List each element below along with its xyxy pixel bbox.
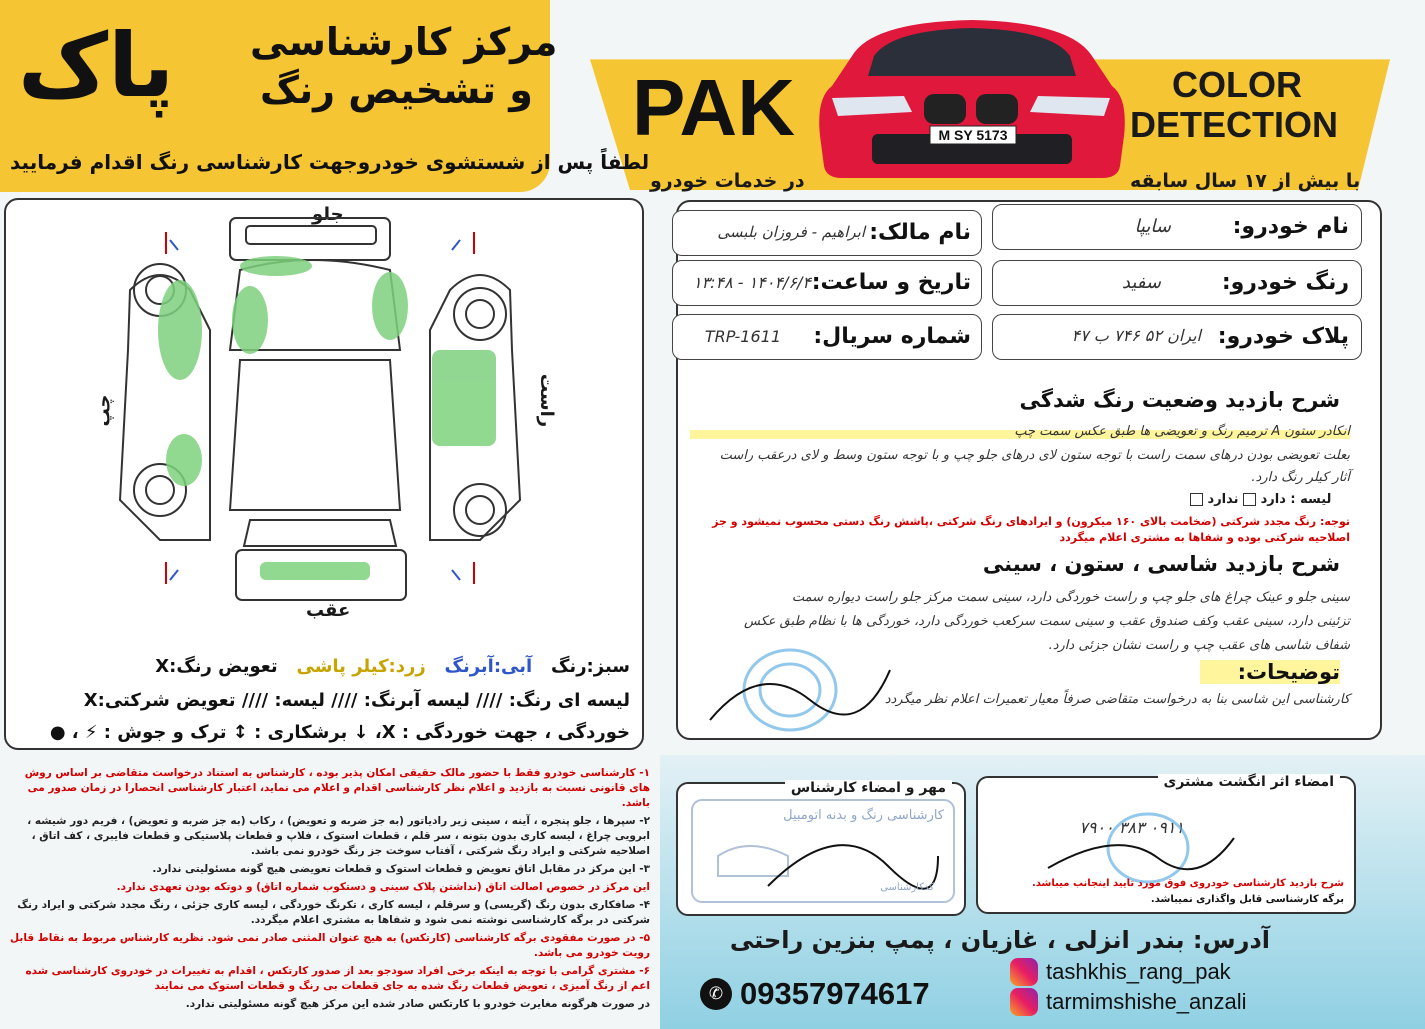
legend-row1 (130, 656, 630, 677)
term-1: ۱- کارشناسی خودرو فقط با حضور مالک حقیقی امکان پذیر بوده ، کارشناس به استناد درخواست متقاضی بر اساس روش های قانونی نسبت به بازدید و اعلام نظر کارشناسی اقدام و اعلام می نماید، اعتبار کارشناسی انحصارا در زمان صدور می باشد. (24, 767, 650, 809)
logo-word: پاک (18, 14, 175, 117)
description-title: توضیحات: (1200, 660, 1340, 684)
chassis-note-line1: سینی جلو و عینک چراغ های جلو چپ و راست خوردگی دارد، سینی سمت مرکز جلو راست دیواره سمت (791, 590, 1350, 605)
phone-icon: ✆ (700, 978, 732, 1010)
customer-note1: شرح بازدید کارشناسی خودروی فوق مورد تایید اینجانب میباشد. (1031, 878, 1344, 889)
term-3b: این مرکز در خصوص اصالت اتاق (نداشتن پلاک سینی و دستکوب شماره اتاق) و دوتکه بودن تعهدی ندارد. (116, 881, 650, 893)
legend-yellow: زرد:کیلر پاشی (296, 656, 426, 677)
services-text: در خدمات خودرو (650, 170, 805, 192)
datetime-value: ۱۴۰۴/۶/۴ - ۱۳:۴۸ (692, 273, 811, 292)
car-outline-diagram (100, 210, 540, 610)
lise-no-checkbox[interactable] (1190, 493, 1203, 506)
plate-value: ایران ۵۲ ۷۴۶ ب ۴۷ (1071, 326, 1201, 345)
instagram-handle-2: tarmimshishe_anzali (1046, 989, 1247, 1014)
wash-notice: لطفاً پس از شستشوی خودروجهت کارشناسی رنگ اقدام فرمایید (10, 150, 650, 174)
car-photo-icon (812, 16, 1130, 182)
car-name-value: سایپا (1134, 216, 1171, 237)
title-line2: و تشخیص رنگ (260, 68, 533, 112)
car-color-field (992, 260, 1362, 306)
paint-section-title: شرح بازدید وضعیت رنگ شدگی (1019, 388, 1340, 412)
diagram-left-label: چپ (93, 394, 115, 427)
car-plate-text: M SY 5173 (938, 127, 1008, 143)
term-7: در صورت هرگونه مغایرت خودرو با کارتکس صادر شده این مرکز هیچ گونه مسئولیتی ندارد. (185, 998, 650, 1010)
address: آدرس: بندر انزلی ، غازیان ، پمپ بنزین راحتی (729, 926, 1270, 954)
description-note: کارشناسی این شاسی بنا به درخواست متقاضی صرفاً معیار تعمیرات اعلام نظر میگردد (884, 692, 1350, 707)
serial-label: شماره سریال: (813, 324, 971, 349)
plate-label: پلاک خودرو: (1217, 324, 1349, 349)
term-4: ۴- صافکاری بدون رنگ (گریسی) و سرقلم ، لیسه کاری ، تکرنگ خوردگی ، لیسه کاری جزئی ، رنگ مجدد شرکتی و ایراد رنگ شرکتی در برگه کارشناسی نوشته نمی شود و شفاها به مشتری اعلام میگردد. (17, 899, 650, 926)
expert-signature-title: مهر و امضاء کارشناس (785, 780, 952, 796)
experience-text: با بیش از ۱۷ سال سابقه (1130, 170, 1361, 192)
paint-note-line1: انکادر ستون A ترمیم رنگ و تعویضی ها طبق عکس سمت چپ (690, 424, 1350, 439)
stamp-sub: کدکارشناسی (880, 882, 934, 893)
phone-number: 09357974617 (740, 976, 930, 1011)
car-color-value: سفید (1121, 272, 1161, 293)
brand-name: PAK (632, 63, 795, 152)
term-2: ۲- سپرها ، جلو پنجره ، آینه ، سینی زیر رادیاتور (به جز ضربه و تعویض) ، رکاب (به جز ضربه و تعویض) ، فریم دور شیشه ، ابرویی چراغ ، لیسه کاری بدون بتونه ، سر قلم ، قطعات استوک ، فلاپ و قطعات پلاستیکی و قطعات فایبری ، کف اتاق ، اصلاحیه شرکتی و ایراد رنگ شرکتی ، آفتاب سوخت جز رنگ خودرو نمی باشد. (27, 815, 650, 857)
legend-green: سبز:رنگ (551, 656, 630, 677)
car-color-label: رنگ خودرو: (1221, 270, 1349, 295)
lise-yes-checkbox[interactable] (1243, 493, 1256, 506)
lise-no-label: ندارد (1207, 492, 1239, 507)
customer-signature-title: امضاء اثر انگشت مشتری (1158, 774, 1341, 790)
customer-phone: ۰۹۱۱ ۳۸۳ ۷۹۰۰ (1079, 818, 1184, 837)
serial-field (672, 314, 982, 360)
phone-row[interactable] (700, 976, 930, 1012)
brand-sub2: DETECTION (1130, 104, 1339, 145)
legend-blue: آبی:آبرنگ (444, 656, 533, 677)
customer-note2: برگه کارشناسی قابل واگذاری نمیباشد. (1150, 894, 1344, 905)
diagram-rear-label: عقب (306, 600, 351, 621)
customer-signature-card (976, 776, 1356, 914)
datetime-field (672, 260, 982, 306)
instagram-handle-1: tashkhis_rang_pak (1046, 959, 1231, 984)
term-3: ۳- این مرکز در مقابل اتاق تعویض و قطعات استوک و قطعات تعویضی هیچ گونه مسئولیتی ندارد. (152, 863, 650, 875)
signature-fingerprint-icon (700, 640, 900, 740)
paint-note-line3: آثار کیلر رنگ دارد. (1251, 470, 1350, 485)
lise-options (1190, 492, 1331, 507)
instagram-2[interactable] (1010, 988, 1247, 1016)
lise-yes-label: لیسه : دارد (1260, 492, 1332, 507)
terms-notes (4, 766, 650, 1024)
owner-value: ابراهیم - فروزان بلبسی (717, 223, 865, 241)
car-name-label: نام خودرو: (1232, 214, 1349, 239)
datetime-label: تاریخ و ساعت: (811, 270, 971, 295)
diagram-right-label: راست (536, 373, 558, 428)
chassis-section-title: شرح بازدید شاسی ، ستون ، سینی (982, 552, 1340, 576)
instagram-1[interactable] (1010, 958, 1231, 986)
title-line1: مرکز کارشناسی (250, 20, 558, 64)
legend-row2: لیسه ای رنگ: //// لیسه آبرنگ: //// لیسه: //// تعویض شرکتی:X (83, 690, 630, 711)
serial-value: TRP-1611 (704, 327, 781, 346)
chassis-note-line2: تزئینی دارد، سینی عقب وکف صندوق عقب و سینی سمت سرکعب خوردگی دارد، خوردگی ها با نظام طبق عکس (744, 614, 1350, 629)
owner-label: نام مالک: (869, 220, 971, 245)
paint-red-note: توجه: رنگ مجدد شرکتی (ضخامت بالای ۱۶۰ میکرون) و ایرادهای رنگ شرکتی ،پاشش رنگ دستی محسوب نمیشود و جز اصلاحیه شرکتی بوده و شفاها به مشتری اعلام میگردد (712, 515, 1350, 544)
term-5: ۵- در صورت مفقودی برگه کارشناسی (کارتکس) به هیچ عنوان المثنی صادر نمی شود. نظریه کارشناس مربوط به نقاط قابل رویت خودرو می باشد. (10, 932, 650, 959)
instagram-icon (1010, 958, 1038, 986)
instagram-icon (1010, 988, 1038, 1016)
plate-field (992, 314, 1362, 360)
term-6: ۶- مشتری گرامی با توجه به اینکه برخی افراد سودجو بعد از صدور کارتکس ، اقدام به تغییرات در خودروی کارشناسی شده اعم از رنگ آمیزی ، تعویض قطعات رنگ شده به جای قطعات بی رنگ و قطعات استوک می نمایند (25, 965, 650, 992)
customer-fingerprint-icon (1038, 798, 1238, 888)
legend-row3: خوردگی ، جهت خوردگی : X، ↓ برشکاری : ↕ ترک و جوش : ⚡ ، ● (49, 722, 630, 743)
chassis-note-line3: شفاف شاسی های عقب چپ و راست نشان جزئی دارد. (1048, 638, 1350, 653)
legend-replace: تعویض رنگ:X (155, 656, 278, 677)
owner-field (672, 210, 982, 256)
expert-signature-card (676, 782, 966, 916)
paint-note-line2: بعلت تعویضی بودن درهای سمت راست با توجه ستون لای درهای جلو چپ و با توجه ستون وسط و لای درعقب راست (719, 448, 1350, 463)
car-name-field (992, 204, 1362, 250)
brand-sub1: COLOR (1172, 64, 1302, 105)
diagram-front-label: جلو (312, 204, 344, 225)
stamp-text: کارشناسی رنگ و بدنه اتومبیل (783, 808, 944, 823)
